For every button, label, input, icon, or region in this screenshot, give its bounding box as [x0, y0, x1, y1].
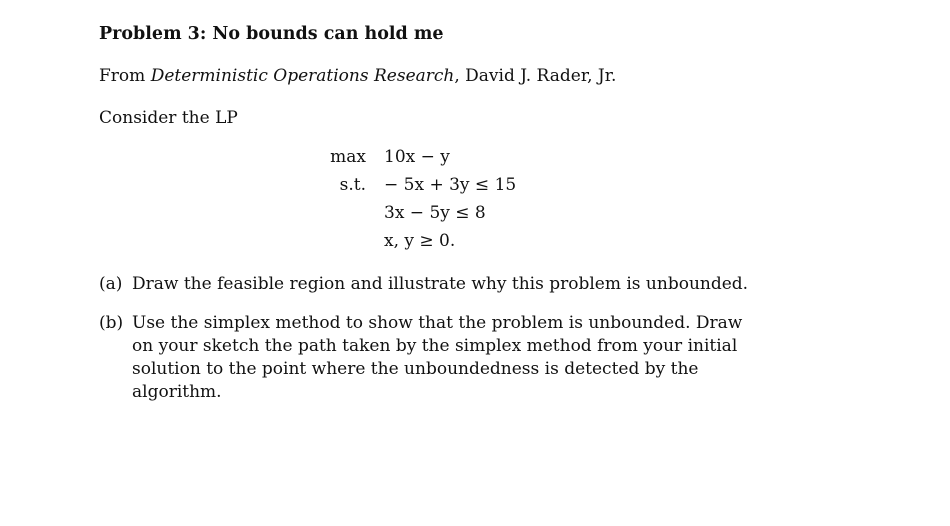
part-b-text: Use the simplex method to show that the problem is unbounded. Draw on your sketch the path taken by the simplex method from your initial solution to the point where the unboundedness is detected by the algorithm.: [132, 313, 743, 402]
problem-title: Problem 3: No bounds can hold me: [99, 24, 444, 44]
objective-expression: 10x − y: [384, 147, 450, 167]
source-author: , David J. Rader, Jr.: [454, 66, 617, 86]
part-b: [99, 312, 759, 404]
part-a-tag: (a): [99, 274, 123, 294]
part-a: [99, 273, 759, 296]
constraint-2: 3x − 5y ≤ 8: [384, 203, 486, 223]
subject-to-label: s.t.: [339, 175, 366, 195]
source-citation: [99, 66, 616, 86]
source-book-title: Deterministic Operations Research: [150, 66, 455, 86]
objective-label: max: [330, 147, 366, 167]
part-a-text: Draw the feasible region and illustrate why this problem is unbounded.: [132, 274, 749, 294]
constraint-1: − 5x + 3y ≤ 15: [384, 175, 517, 195]
nonnegativity-constraint: x, y ≥ 0.: [384, 231, 456, 251]
source-prefix: From: [99, 66, 151, 86]
part-b-tag: (b): [99, 313, 124, 333]
intro-text: Consider the LP: [99, 108, 238, 128]
